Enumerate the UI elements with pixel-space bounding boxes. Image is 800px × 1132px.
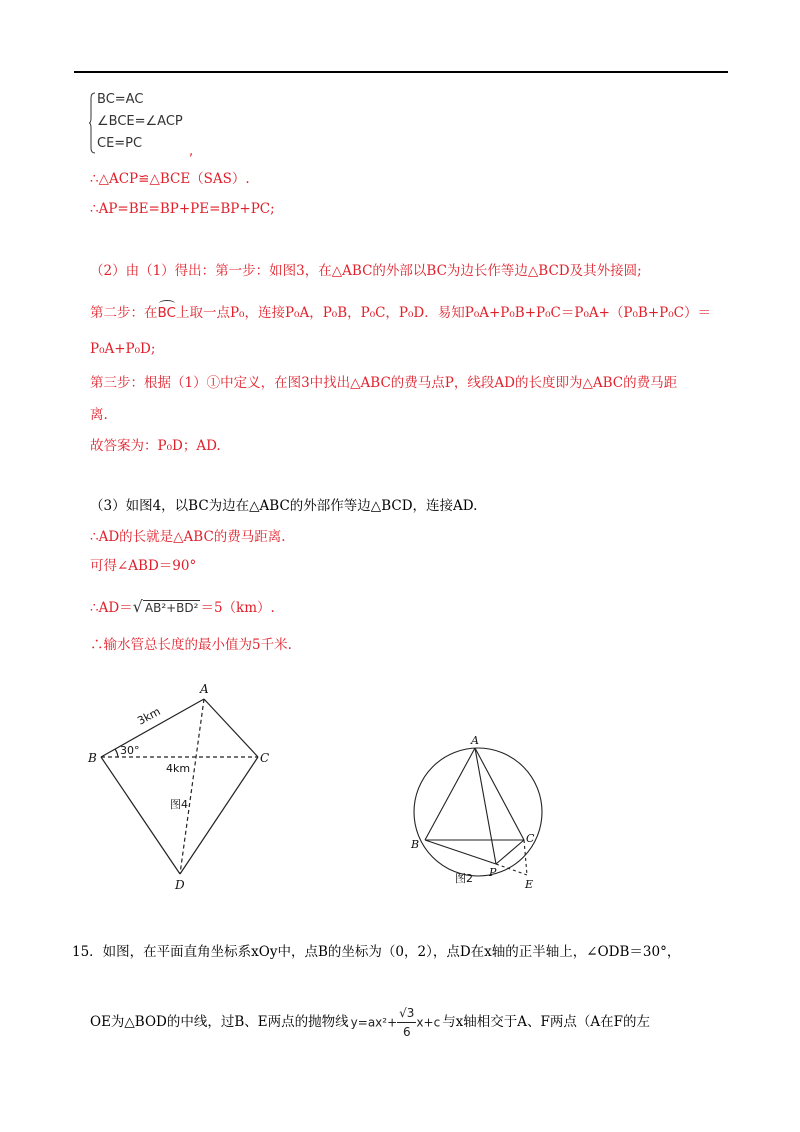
problem-15-line2 bbox=[90, 1004, 650, 1041]
part2-step2-post: 上取一点P₀，连接P₀A，P₀B，P₀C，P₀D．易知P₀A+P₀B+P₀C＝P₀A+（P₀B+P₀C）＝ bbox=[175, 305, 711, 321]
figure-2-caption: 图2 bbox=[455, 872, 473, 885]
segment-ac bbox=[204, 699, 258, 757]
label-3km: 3km bbox=[135, 704, 163, 728]
formula-numerator: √3 bbox=[397, 1004, 416, 1023]
system-row-2: ∠BCE=∠ACP bbox=[97, 114, 183, 129]
system-row-1: BC=AC bbox=[97, 92, 144, 107]
problem-15-line2-pre: OE为△BOD的中线，过B、E两点的抛物线 bbox=[90, 1014, 349, 1030]
formula-denominator: 6 bbox=[402, 1025, 411, 1039]
label-c: C bbox=[526, 832, 535, 845]
part2-step3: 第三步：根据（1）①中定义，在图3中找出△ABC的费马点P，线段AD的长度即为△ABC的费马距 bbox=[90, 375, 678, 391]
segment-ad bbox=[180, 699, 204, 874]
sqrt-radicand: AB²+BD² bbox=[144, 601, 199, 615]
part3-ad-distance: ∴AD的长就是△ABC的费马距离. bbox=[90, 529, 286, 545]
segment-pe bbox=[496, 864, 527, 875]
arc-bc: BC bbox=[157, 305, 176, 321]
problem-15-line1: 15．如图，在平面直角坐标系xOy中，点B的坐标为（0，2），点D在x轴的正半轴上，∠ODB＝30°， bbox=[72, 944, 681, 960]
segment-ce bbox=[524, 840, 527, 875]
part2-answer: 故答案为：P₀D；AD. bbox=[90, 438, 221, 454]
segment-cd bbox=[180, 757, 258, 874]
label-b: B bbox=[88, 751, 97, 765]
conclusion-congruent: ∴△ACP≌△BCE（SAS）. bbox=[90, 171, 250, 187]
label-30-degrees: 30° bbox=[120, 744, 140, 757]
parabola-formula bbox=[351, 1004, 441, 1041]
header-rule bbox=[74, 71, 728, 73]
formula-right: x+c bbox=[416, 1015, 441, 1030]
label-c: C bbox=[260, 751, 270, 765]
figure-4 bbox=[80, 678, 280, 896]
label-d: D bbox=[175, 878, 185, 892]
system-row-3: CE=PC bbox=[97, 136, 143, 151]
part2-step2-pre: 第二步：在 bbox=[90, 305, 158, 321]
label-b: B bbox=[411, 838, 420, 851]
problem-15-line2-post: 与x轴相交于A、F两点（A在F的左 bbox=[442, 1014, 651, 1030]
part2-step2-cont: P₀A+P₀D; bbox=[90, 341, 156, 357]
part3-angle: 可得∠ABD＝90° bbox=[90, 558, 197, 574]
part3-sqrt bbox=[90, 598, 275, 617]
figure-2 bbox=[405, 730, 565, 898]
segment-ap bbox=[475, 748, 496, 864]
formula-left: y=ax²+ bbox=[350, 1015, 398, 1030]
part2-step1: （2）由（1）得出：第一步：如图3，在△ABC的外部以BC为边长作等边△BCD及其外接圆; bbox=[90, 263, 642, 279]
part2-step2 bbox=[90, 304, 711, 322]
sqrt-expression: √ AB²+BD² bbox=[132, 597, 199, 616]
conclusion-ap: ∴AP=BE=BP+PE=BP+PC; bbox=[90, 201, 275, 217]
part3-sqrt-pre: ∴AD＝ bbox=[90, 600, 133, 616]
label-4km: 4km bbox=[166, 762, 191, 775]
figure-4-caption: 图4 bbox=[170, 798, 188, 811]
part2-step3-cont: 离. bbox=[90, 407, 108, 423]
part3-sqrt-post: ＝5（km）. bbox=[200, 600, 275, 616]
angle-arc bbox=[115, 749, 118, 757]
label-a: A bbox=[200, 682, 209, 696]
label-a: A bbox=[471, 734, 479, 747]
segment-ac bbox=[475, 748, 524, 840]
label-p: P bbox=[489, 866, 497, 879]
system-comma: , bbox=[189, 144, 194, 159]
label-e: E bbox=[525, 878, 534, 891]
part3-answer: ∴输水管总长度的最小值为5千米. bbox=[90, 637, 292, 653]
part3-intro: （3）如图4，以BC为边在△ABC的外部作等边△BCD，连接AD. bbox=[90, 498, 478, 514]
left-brace-icon bbox=[89, 92, 95, 154]
segment-ab bbox=[425, 748, 475, 840]
